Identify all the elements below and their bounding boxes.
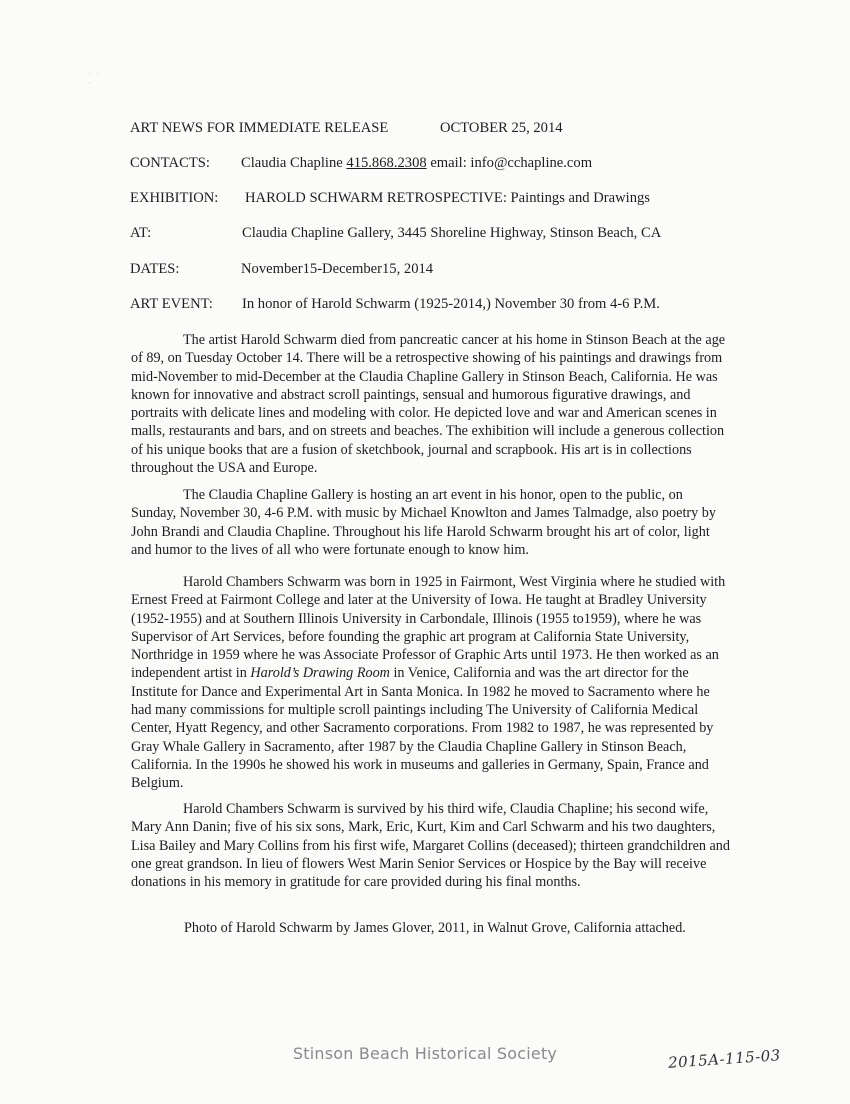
society-watermark: Stinson Beach Historical Society xyxy=(292,1044,558,1063)
exhibition-label: EXHIBITION: xyxy=(130,190,219,206)
biography-drawing-room: Harold’s Drawing Room xyxy=(250,665,390,682)
art-event-label: ART EVENT: xyxy=(130,296,213,312)
paragraph-survivors: Harold Chambers Schwarm is survived by his third wife, Claudia Chapline; his second wife, Mary Ann Danin; five of his six sons, Mark, Eric, Kurt, Kim and Carl Schwarm and his two daughters, Lisa Bailey and Mary Collins from his first wife, Margaret Collins (deceased); thirteen grandchildren and one great grandson. In lieu of flowers West Marin Senior Services or Hospice by the Bay will receive donations in his memory in gratitude for care provided during his final months. xyxy=(131,801,730,891)
exhibition-value: HAROLD SCHWARM RETROSPECTIVE: Paintings and Drawings xyxy=(245,190,650,206)
contact-phone-link[interactable]: 415.868.2308 xyxy=(346,155,427,171)
dates-value: November15-December15, 2014 xyxy=(241,261,434,277)
paragraph-biography xyxy=(131,573,731,793)
paper-speck: · · · xyxy=(88,70,102,88)
release-heading: ART NEWS FOR IMMEDIATE RELEASE xyxy=(130,120,389,136)
art-event-value: In honor of Harold Schwarm (1925-2014,) November 30 from 4-6 P.M. xyxy=(242,296,660,312)
paragraph-art-event: The Claudia Chapline Gallery is hosting an art event in his honor, open to the public, on Sunday, November 30, 4-6 P.M. with music by Michael Knowlton and James Talmadge, also poetry by John Brandi and Claudia Chapline. Throughout his life Harold Schwarm brought his art of color, light and humor to the lives of all who were fortunate enough to know him. xyxy=(131,487,716,558)
photo-credit: Photo of Harold Schwarm by James Glover, 2011, in Walnut Grove, California attached. xyxy=(184,920,686,936)
release-date: OCTOBER 25, 2014 xyxy=(440,120,563,136)
contacts-value xyxy=(241,155,592,172)
at-label: AT: xyxy=(130,225,152,241)
accession-number: 2015A-115-03 xyxy=(667,1046,782,1072)
biography-text-b: in Venice, California and was the art director for the Institute for Dance and Experimental Art in Santa Monica. In 1982 he moved to Sacramento where he had many commissions for multiple scroll paintings including The University of California Medical Center, Hyatt Regency, and other Sacramento corporations. From 1982 to 1987, he was represented by Gray Whale Gallery in Sacramento, after 1987 by the Claudia Chapline Gallery in Stinson Beach, California. In the 1990s he showed his work in museums and galleries in Germany, Spain, France and Belgium. xyxy=(131,665,714,792)
dates-label: DATES: xyxy=(130,261,180,277)
biography-text-a: Harold Chambers Schwarm was born in 1925 in Fairmont, West Virginia where he studied with Ernest Freed at Fairmont College and later at the University of Iowa. He taught at Bradley University (1952-1955) and at Southern Illinois University in Carbondale, Illinois (1955 to1959), where he was Supervisor of Art Services, before founding the graphic art program at California State University, Northridge in 1959 where he was Associate Professor of Graphic Arts until 1973. He then worked as an independent artist in xyxy=(131,574,726,682)
contact-name: Claudia Chapline xyxy=(241,155,343,171)
at-value: Claudia Chapline Gallery, 3445 Shoreline Highway, Stinson Beach, CA xyxy=(242,225,662,241)
contact-email: email: info@cchapline.com xyxy=(430,155,593,171)
contacts-label: CONTACTS: xyxy=(130,155,210,171)
paragraph-obituary: The artist Harold Schwarm died from pancreatic cancer at his home in Stinson Beach at the age of 89, on Tuesday October 14. There will be a retrospective showing of his paintings and drawings from mid-November to mid-December at the Claudia Chapline Gallery in Stinson Beach, California. He was known for innovative and abstract scroll paintings, sensual and humorous figurative drawings, and portraits with delicate lines and modeling with color. He depicted love and war and American scenes in malls, restaurants and bars, and on streets and beaches. The exhibition will include a generous collection of his unique books that are a fusion of sketchbook, journal and scrapbook. His art is in collections throughout the USA and Europe. xyxy=(131,332,726,477)
